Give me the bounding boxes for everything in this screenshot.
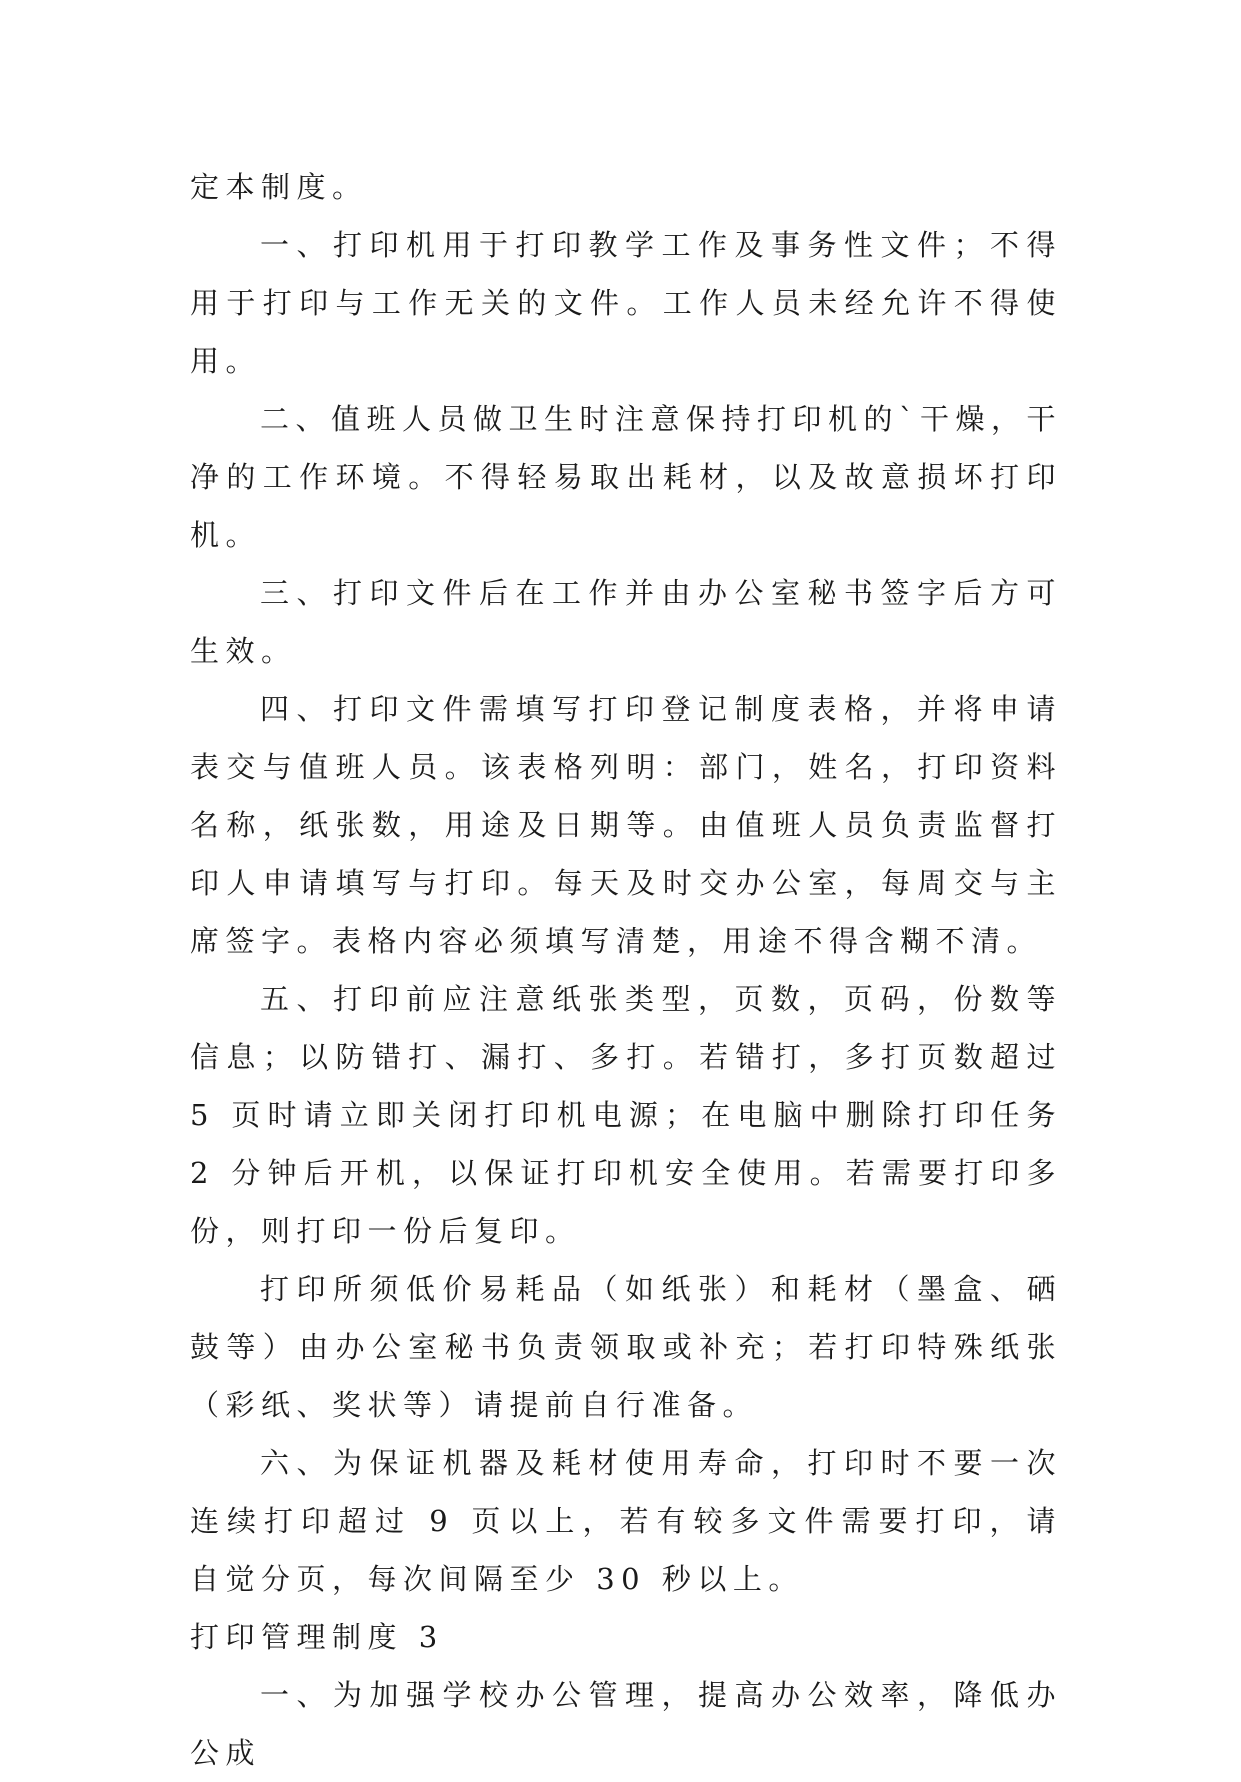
paragraph-rule-2: 二、值班人员做卫生时注意保持打印机的`干燥，干净的工作环境。不得轻易取出耗材，以及故意损坏打印机。 bbox=[190, 402, 1063, 552]
paragraph-rule-3: 三、打印文件后在工作并由办公室秘书签字后方可生效。 bbox=[190, 576, 1062, 668]
paragraph-continuation: 定本制度。 bbox=[190, 170, 368, 204]
section-heading: 打印管理制度 3 bbox=[190, 1620, 444, 1654]
paragraph-new-section-1: 一、为加强学校办公管理，提高办公效率，降低办公成 bbox=[190, 1678, 1062, 1770]
paragraph-rule-1: 一、打印机用于打印教学工作及事务性文件；不得用于打印与工作无关的文件。工作人员未经允许不得使用。 bbox=[190, 228, 1062, 378]
paragraph-rule-6: 六、为保证机器及耗材使用寿命，打印时不要一次连续打印超过 9 页以上，若有较多文件需要打印，请自觉分页，每次间隔至少 30 秒以上。 bbox=[190, 1446, 1062, 1596]
paragraph-rule-5: 五、打印前应注意纸张类型，页数，页码，份数等信息；以防错打、漏打、多打。若错打，多打页数超过 5 页时请立即关闭打印机电源；在电脑中删除打印任务 2 分钟后开机，以保证打印机安全使用。若需要打印多份，则打印一份后复印。 bbox=[190, 982, 1062, 1248]
paragraph-supplies: 打印所须低价易耗品（如纸张）和耗材（墨盒、硒鼓等）由办公室秘书负责领取或补充；若打印特殊纸张（彩纸、奖状等）请提前自行准备。 bbox=[190, 1272, 1062, 1422]
paragraph-rule-4: 四、打印文件需填写打印登记制度表格，并将申请表交与值班人员。该表格列明：部门，姓名，打印资料名称，纸张数，用途及日期等。由值班人员负责监督打印人申请填写与打印。每天及时交办公室，每周交与主席签字。表格内容必须填写清楚，用途不得含糊不清。 bbox=[190, 692, 1062, 958]
document-body bbox=[190, 158, 1062, 1782]
